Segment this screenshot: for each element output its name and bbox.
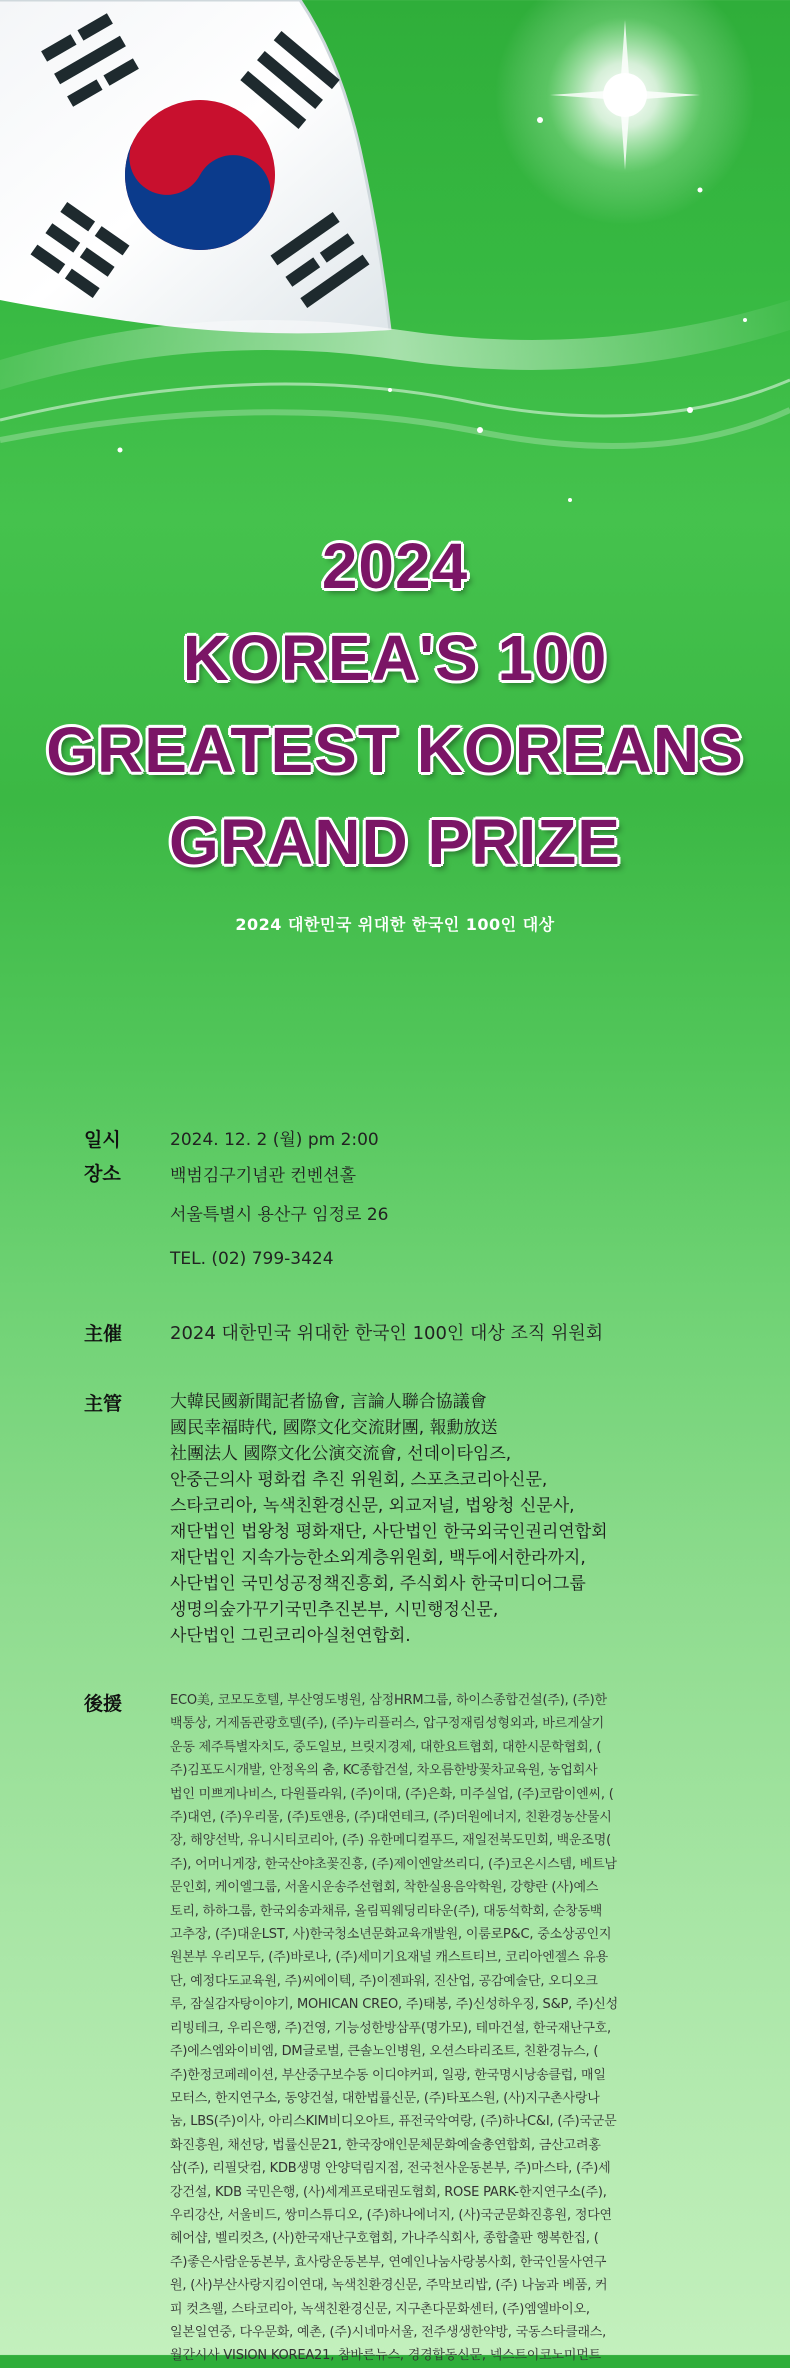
title-year: 2024: [321, 530, 469, 602]
date-label: 일시: [84, 1129, 121, 1151]
taegukgi-flag-illustration: [0, 0, 790, 560]
venue-row: [84, 1159, 724, 1281]
event-info: [84, 1125, 724, 2368]
sponsor-label: 後援: [84, 1693, 123, 1715]
sponsor-line: 눔, LBS(주)이사, 아리스KIM비디오아트, 퓨전국악여랑, (주)하나C&I, (주)국군문: [170, 2114, 617, 2130]
organizer-line: 사단법인 그린코리아실천연합회.: [170, 1626, 411, 1646]
venue-address: 서울특별시 용산구 임정로 26: [170, 1205, 389, 1225]
sponsor-line: 월간시사 VISION KOREA21, 참바른뉴스, 경경합동신문, 넥스트이코노미먼트: [170, 2348, 601, 2364]
sponsor-list: [170, 1689, 724, 2368]
host-value: 2024 대한민국 위대한 한국인 100인 대상 조직 위원회: [170, 1323, 604, 1344]
sponsor-line: 주), 어머니게장, 한국산야초꽃진흥, (주)제이엔알쓰리디, (주)코온시스템, 베트남: [170, 1856, 617, 1872]
organizer-line: 재단법인 법왕청 평화재단, 사단법인 한국외국인권리연합회: [170, 1522, 608, 1542]
organizer-label: 主管: [84, 1393, 123, 1415]
sponsor-line: 법인 미쁘게나비스, 다원플라워, (주)이대, (주)은화, 미주실업, (주)코람이엔씨, (: [170, 1786, 614, 1802]
sponsor-line: ECO美, 코모도호텔, 부산영도병원, 삼정HRM그룹, 하이스종합건설(주), (주)한: [170, 1693, 607, 1708]
sponsor-line: 모터스, 한지연구소, 동양건설, 대한법률신문, (주)타포스원, (사)지구촌사랑나: [170, 2090, 600, 2106]
sponsor-line: 원, (사)부산사랑지킴이연대, 녹색친환경신문, 주막보리밥, (주) 나눔과 베품, 커: [170, 2278, 608, 2294]
title-line-3: GREATEST KOREANS: [46, 714, 744, 786]
title-line-4: GRAND PRIZE: [169, 806, 621, 878]
host-label: 主催: [84, 1323, 123, 1345]
venue-label: 장소: [84, 1163, 121, 1185]
sponsor-line: 화진흥원, 채선당, 법률신문21, 한국장애인문체문화예술총연합회, 금산고려홍: [170, 2137, 601, 2153]
organizer-line: 스타코리아, 녹색친환경신문, 외교저널, 법왕청 신문사,: [170, 1496, 575, 1516]
sponsor-line: 주)김포도시개발, 안정옥의 춤, KC종합건설, 차오름한방꽃차교육원, 농업회사: [170, 1763, 598, 1779]
sponsor-line: 강건설, KDB 국민은행, (사)세계프로태권도협회, ROSE PARK-한지연구소(주),: [170, 2184, 607, 2200]
sponsor-line: 주)에스엠와이비엠, DM글로벌, 큰솔노인병원, 오션스타리조트, 친환경뉴스, (: [170, 2044, 599, 2060]
organizer-line: 社團法人 國際文化公演交流會, 선데이타임즈,: [170, 1444, 512, 1464]
title-line-2: KOREA'S 100: [182, 622, 608, 694]
sponsor-line: 우리강산, 서울비드, 쌍미스튜디오, (주)하나에너지, (사)국군문화진흥원, 정다연: [170, 2207, 612, 2223]
sponsor-line: 피 컷츠웰, 스타코리아, 녹색친환경신문, 지구촌다문화센터, (주)엠엘바이오,: [170, 2301, 590, 2317]
organizer-row: [84, 1389, 724, 1649]
sponsor-line: 주)한정코페레이션, 부산중구보수동 이디야커피, 일광, 한국명시낭송클럽, 매일: [170, 2067, 606, 2083]
organizer-line: 國民幸福時代, 國際文化交流財團, 報勳放送: [170, 1418, 498, 1438]
sponsor-line: 운동 제주특별자치도, 중도일보, 브릿지경제, 대한요트협회, 대한시문학협회, (: [170, 1739, 602, 1755]
organizer-line: 사단법인 국민성공정책진흥회, 주식회사 한국미디어그룹: [170, 1574, 586, 1594]
organizer-line: 안중근의사 평화컵 추진 위원회, 스포츠코리아신문,: [170, 1470, 548, 1490]
organizer-line: 생명의숲가꾸기국민추진본부, 시민행정신문,: [170, 1600, 499, 1620]
subtitle-korean: 2024 대한민국 위대한 한국인 100인 대상: [235, 915, 555, 934]
date-row: [84, 1125, 724, 1155]
sponsor-line: 헤어샵, 벨리컷츠, (사)한국재난구호협회, 가나주식회사, 종합출판 행복한집, (: [170, 2231, 599, 2247]
sponsor-line: 백통상, 거제돔관광호텔(주), (주)누리플러스, 압구정재림성형외과, 바르게살기: [170, 1716, 605, 1732]
sponsor-line: 토리, 하하그룹, 한국외송과채류, 올림픽웨딩리타운(주), 대동석학회, 순창동백: [170, 1903, 603, 1919]
event-title: [0, 520, 790, 888]
flag-banner: [0, 0, 790, 560]
organizer-line: 재단법인 지속가능한소외계층위원회, 백두에서한라까지,: [170, 1548, 586, 1568]
sponsor-line: 고추장, (주)대운LST, 사)한국청소년문화교육개발원, 이룸로P&C, 중소상공인지: [170, 1927, 612, 1943]
sponsor-line: 장, 해양선박, 유니시티코리아, (주) 유한메디컬푸드, 재일전북도민회, 백운조명(: [170, 1833, 611, 1849]
sponsor-line: 문인회, 케이엘그룹, 서울시운송주선협회, 착한실용음악학원, 강향란 (사)예스: [170, 1880, 599, 1896]
sponsor-line: 리빙테크, 우리은행, 주)건영, 기능성한방삼푸(명가모), 테마건설, 한국재난구호,: [170, 2020, 611, 2036]
sponsor-line: 주)좋은사람운동본부, 효사랑운동본부, 연예인나눔사랑봉사회, 한국인물사연구: [170, 2254, 607, 2270]
sponsor-line: 단, 예정다도교육원, 주)씨에이텍, 주)이젠파워, 진산업, 공감예술단, 오디오크: [170, 1973, 598, 1989]
sponsor-line: 원본부 우리모두, (주)바로나, (주)세미기요재널 캐스트티브, 코리아엔젤스 유용: [170, 1950, 608, 1966]
sponsor-line: 루, 잠실감자탕이야기, MOHICAN CREO, 주)태봉, 주)신성하우징, S&P, 주)신성: [170, 1997, 618, 2013]
sponsor-line: 일본일연중, 다우문화, 예촌, (주)시네마서울, 전주생생한약방, 국동스타클래스,: [170, 2324, 607, 2340]
host-row: [84, 1319, 724, 1349]
date-value: 2024. 12. 2 (월) pm 2:00: [170, 1130, 379, 1150]
organizer-line: 大韓民國新聞記者協會, 言論人聯合協議會: [170, 1392, 487, 1412]
venue-phone: TEL. (02) 799-3424: [170, 1249, 334, 1269]
sponsor-line: 삼(주), 리필닷컴, KDB생명 안양덕림지점, 전국천사운동본부, 주)마스타, (주)세: [170, 2161, 611, 2177]
venue-name: 백범김구기념관 컨벤션홀: [170, 1166, 357, 1186]
sponsor-line: 주)대연, (주)우리물, (주)토앤용, (주)대연테크, (주)더원에너지, 친환경농산물시: [170, 1810, 612, 1826]
sponsor-row: [84, 1689, 724, 2368]
